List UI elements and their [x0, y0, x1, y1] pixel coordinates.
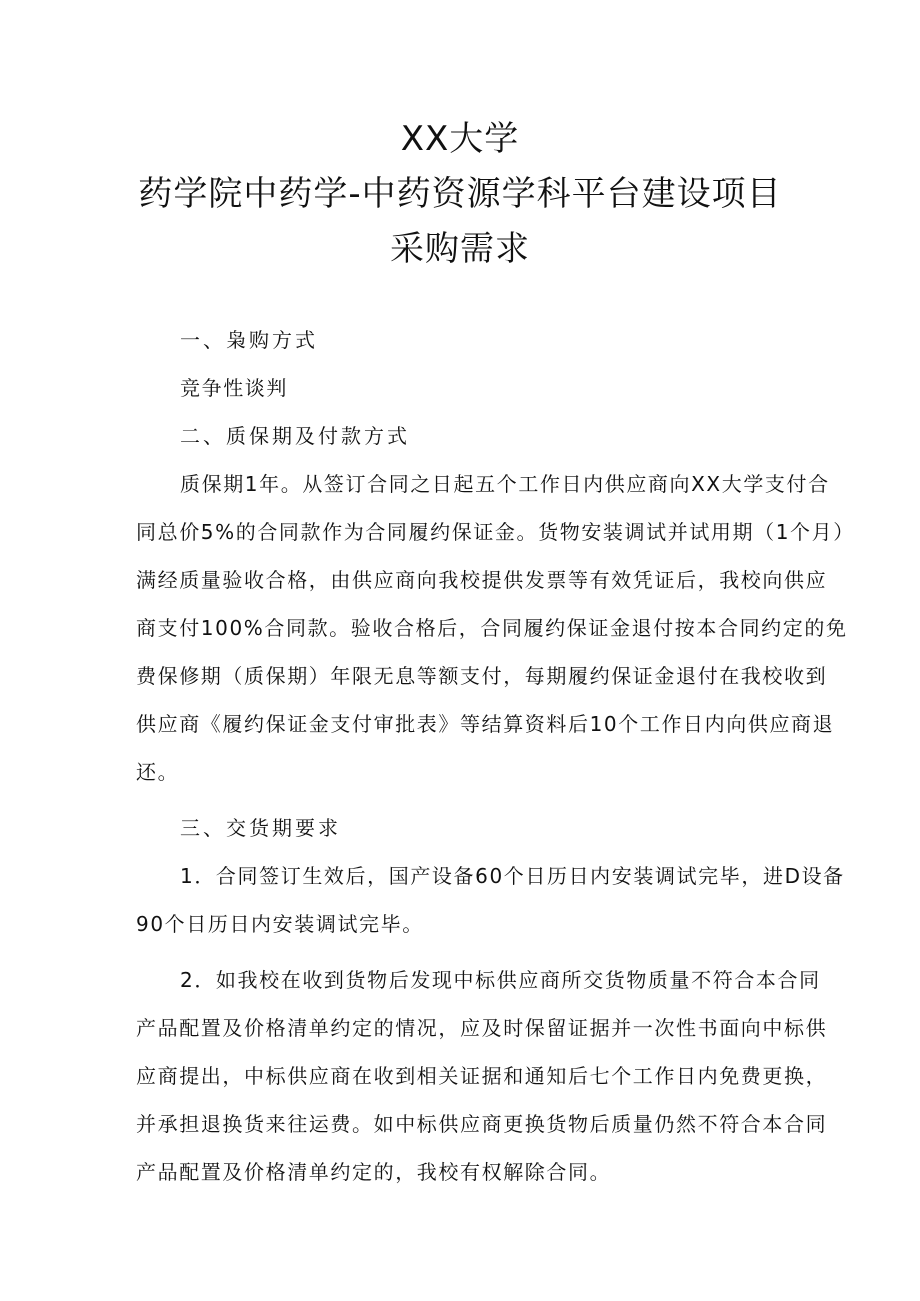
section-heading-procurement-method: 一、枭购方式 [180, 328, 318, 352]
title-subject: 采购需求 [390, 229, 530, 269]
paragraph-line: 产品配置及价格清单约定的，我校有权解除合同。 [136, 1160, 612, 1184]
paragraph-line: 费保修期（质保期）年限无息等额支付，每期履约保证金退付在我校收到 [136, 664, 828, 688]
paragraph-line: 同总价5%的合同款作为合同履约保证金。货物安装调试并试用期（1个月） [136, 520, 855, 544]
title-project: 药学院中药学-中药资源学科平台建设项目 [138, 174, 782, 214]
section-heading-warranty-payment: 二、质保期及付款方式 [180, 424, 410, 448]
paragraph-line: 2．如我校在收到货物后发现中标供应商所交货物质量不符合本合同 [180, 968, 821, 992]
paragraph-line: 质保期1年。从签订合同之日起五个工作日内供应商向XX大学支付合 [180, 472, 830, 496]
document-title [0, 112, 920, 277]
section-heading-delivery: 三、交货期要求 [180, 816, 341, 840]
paragraph-line: 并承担退换货来往运费。如中标供应商更换货物后质量仍然不符合本合同 [136, 1112, 828, 1136]
paragraph-line: 满经质量验收合格，由供应商向我校提供发票等有效凭证后，我校向供应 [136, 568, 828, 592]
paragraph-line: 供应商《履约保证金支付审批表》等结算资料后10个工作日内向供应商退 [136, 712, 835, 736]
title-university: XX大学 [400, 119, 520, 159]
procurement-method-value: 竞争性谈判 [180, 376, 288, 400]
paragraph-line: 1．合同签订生效后，国产设备60个日历日内安装调试完毕，进D设备 [180, 864, 845, 888]
paragraph-line: 商支付100%合同款。验收合格后，合同履约保证金退付按本合同约定的免 [136, 616, 848, 640]
document-body [136, 316, 855, 1196]
paragraph-line: 90个日历日内安装调试完毕。 [136, 912, 424, 936]
paragraph-line: 还。 [136, 760, 180, 784]
paragraph-line: 产品配置及价格清单约定的情况，应及时保留证据并一次性书面向中标供 [136, 1016, 828, 1040]
paragraph-line: 应商提出，中标供应商在收到相关证据和通知后七个工作日内免费更换， [136, 1064, 828, 1088]
